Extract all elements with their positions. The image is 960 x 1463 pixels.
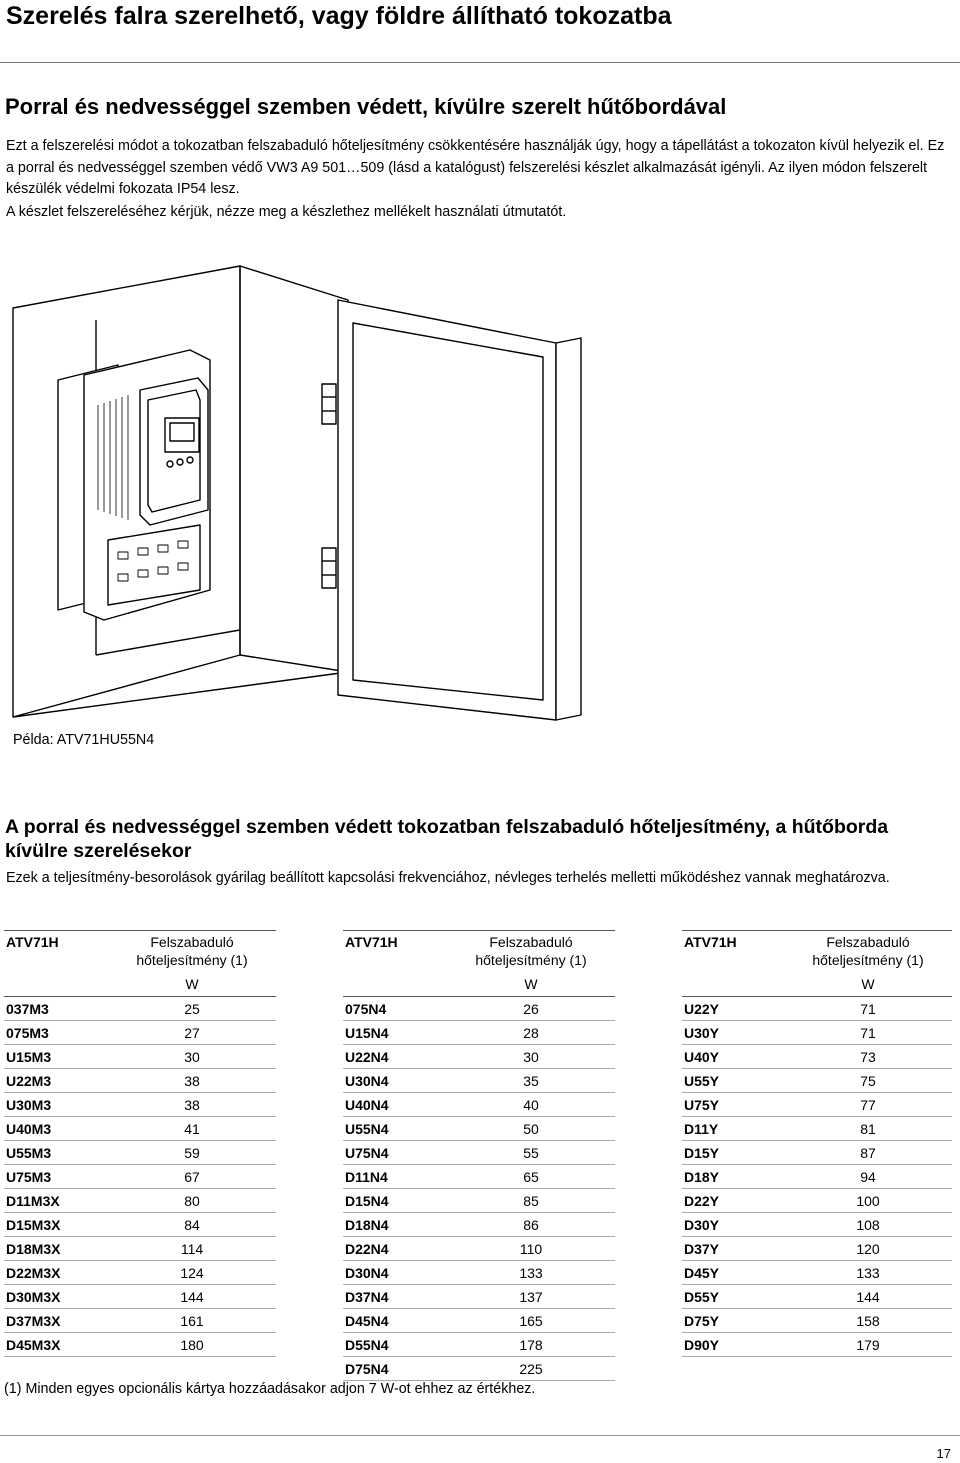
power-table-n4	[343, 930, 615, 1381]
heat-header-line2: hőteljesítmény (1)	[812, 952, 924, 968]
table-row	[343, 1165, 615, 1189]
model-cell: D37N4	[343, 1285, 447, 1309]
table-row	[682, 1165, 952, 1189]
model-cell: U75N4	[343, 1141, 447, 1165]
table-row	[343, 1141, 615, 1165]
table-row	[682, 1117, 952, 1141]
heat-value-cell: 75	[784, 1069, 952, 1093]
table-row	[682, 1189, 952, 1213]
table-unit-row	[682, 971, 952, 997]
heat-value-cell: 65	[447, 1165, 615, 1189]
model-cell: U22N4	[343, 1045, 447, 1069]
heat-value-cell: 28	[447, 1021, 615, 1045]
model-cell: D90Y	[682, 1333, 784, 1357]
footer-rule	[0, 1435, 960, 1436]
heat-value-cell: 178	[447, 1333, 615, 1357]
model-cell: D22M3X	[4, 1261, 108, 1285]
model-column-header: ATV71H	[343, 931, 447, 972]
table-row	[343, 1285, 615, 1309]
heat-value-cell: 71	[784, 997, 952, 1021]
table-row	[343, 997, 615, 1021]
heat-value-cell: 55	[447, 1141, 615, 1165]
heat-value-cell: 124	[108, 1261, 276, 1285]
intro-paragraph: Ezt a felszerelési módot a tokozatban felszabaduló hőteljesítmény csökkentésére használják úgy, hogy a tápellátást a tokozaton kívül helyezik el. Ez a porral és nedvességgel szemben védő VW3 A9 501…509 (lásd a katalógust) felszerelési készlet alkalmazását igényli. Az ilyen módon felszerelt készülék védelmi fokozata IP54 lesz.	[6, 138, 945, 197]
model-cell: D75N4	[343, 1357, 447, 1381]
table-row	[343, 1093, 615, 1117]
heat-value-cell: 144	[784, 1285, 952, 1309]
header-rule	[0, 62, 960, 63]
table-row	[4, 1309, 276, 1333]
model-cell: D55N4	[343, 1333, 447, 1357]
power-table-y	[682, 930, 952, 1357]
heat-value-cell: 84	[108, 1213, 276, 1237]
table-row	[343, 1021, 615, 1045]
table-row	[4, 1021, 276, 1045]
model-cell: D30Y	[682, 1213, 784, 1237]
model-cell: D45M3X	[4, 1333, 108, 1357]
table-row	[343, 1309, 615, 1333]
model-cell: U40Y	[682, 1045, 784, 1069]
heat-column-header	[447, 931, 615, 972]
model-cell: U30M3	[4, 1093, 108, 1117]
table-row	[343, 1189, 615, 1213]
heat-value-cell: 120	[784, 1237, 952, 1261]
heat-value-cell: 108	[784, 1213, 952, 1237]
table-row	[343, 1261, 615, 1285]
instruction-paragraph: A készlet felszereléséhez kérjük, nézze meg a készlethez mellékelt használati útmutatót.	[6, 204, 567, 220]
figure-caption: Példa: ATV71HU55N4	[13, 732, 155, 748]
model-cell: D22Y	[682, 1189, 784, 1213]
table-section-title: A porral és nedvességgel szemben védett tokozatban felszabaduló hőteljesítmény, a hűtőborda kívülre szerelésekor	[5, 816, 889, 862]
table-row	[682, 1213, 952, 1237]
model-cell: U15N4	[343, 1021, 447, 1045]
heat-value-cell: 59	[108, 1141, 276, 1165]
unit-cell: W	[447, 971, 615, 997]
model-cell: D11Y	[682, 1117, 784, 1141]
model-cell: D11N4	[343, 1165, 447, 1189]
power-table-m3	[4, 930, 276, 1357]
heat-value-cell: 67	[108, 1165, 276, 1189]
heat-value-cell: 180	[108, 1333, 276, 1357]
heat-value-cell: 87	[784, 1141, 952, 1165]
heat-value-cell: 25	[108, 997, 276, 1021]
heat-column-header	[784, 931, 952, 972]
model-cell: U55N4	[343, 1117, 447, 1141]
table-row	[682, 1237, 952, 1261]
heat-value-cell: 94	[784, 1165, 952, 1189]
heat-value-cell: 40	[447, 1093, 615, 1117]
heat-value-cell: 38	[108, 1069, 276, 1093]
table-header-row	[682, 931, 952, 972]
model-cell: D30N4	[343, 1261, 447, 1285]
heat-value-cell: 50	[447, 1117, 615, 1141]
heat-value-cell: 179	[784, 1333, 952, 1357]
model-cell: U55M3	[4, 1141, 108, 1165]
table-row	[4, 1045, 276, 1069]
table-row	[4, 1333, 276, 1357]
model-cell: D75Y	[682, 1309, 784, 1333]
model-cell: D30M3X	[4, 1285, 108, 1309]
heat-value-cell: 26	[447, 997, 615, 1021]
enclosure-illustration	[0, 262, 960, 722]
model-cell: D15Y	[682, 1141, 784, 1165]
model-cell: D22N4	[343, 1237, 447, 1261]
table-row	[4, 997, 276, 1021]
model-cell: U40M3	[4, 1117, 108, 1141]
model-cell: 075M3	[4, 1021, 108, 1045]
heat-value-cell: 30	[447, 1045, 615, 1069]
table-header-row	[4, 931, 276, 972]
model-cell: D45Y	[682, 1261, 784, 1285]
model-cell: D18Y	[682, 1165, 784, 1189]
table-row	[682, 1141, 952, 1165]
table-row	[343, 1069, 615, 1093]
model-cell: U40N4	[343, 1093, 447, 1117]
model-cell: D18N4	[343, 1213, 447, 1237]
model-cell: U22M3	[4, 1069, 108, 1093]
heat-value-cell: 80	[108, 1189, 276, 1213]
heat-value-cell: 38	[108, 1093, 276, 1117]
heat-value-cell: 110	[447, 1237, 615, 1261]
page-title: Szerelés falra szerelhető, vagy földre állítható tokozatba	[6, 2, 672, 30]
model-cell: U15M3	[4, 1045, 108, 1069]
model-cell: U55Y	[682, 1069, 784, 1093]
model-cell: 075N4	[343, 997, 447, 1021]
table-row	[682, 1309, 952, 1333]
unit-spacer	[682, 971, 784, 997]
table-row	[4, 1093, 276, 1117]
model-cell: D15N4	[343, 1189, 447, 1213]
table-row	[343, 1213, 615, 1237]
heat-value-cell: 85	[447, 1189, 615, 1213]
table-row	[343, 1117, 615, 1141]
table-row	[682, 1069, 952, 1093]
model-cell: U75Y	[682, 1093, 784, 1117]
table-row	[682, 1021, 952, 1045]
footnote: (1) Minden egyes opcionális kártya hozzáadásakor adjon 7 W-ot ehhez az értékhez.	[4, 1381, 536, 1397]
table-unit-row	[4, 971, 276, 997]
heat-value-cell: 133	[447, 1261, 615, 1285]
page-number: 17	[936, 1446, 951, 1461]
model-cell: D45N4	[343, 1309, 447, 1333]
unit-cell: W	[784, 971, 952, 997]
model-cell: 037M3	[4, 997, 108, 1021]
heat-value-cell: 73	[784, 1045, 952, 1069]
heat-value-cell: 30	[108, 1045, 276, 1069]
table-row	[4, 1213, 276, 1237]
table-row	[4, 1117, 276, 1141]
table-row	[4, 1237, 276, 1261]
model-cell: D15M3X	[4, 1213, 108, 1237]
heat-value-cell: 100	[784, 1189, 952, 1213]
heat-value-cell: 161	[108, 1309, 276, 1333]
model-cell: D37M3X	[4, 1309, 108, 1333]
heat-header-line1: Felszabaduló	[150, 934, 234, 950]
heat-value-cell: 35	[447, 1069, 615, 1093]
heat-header-line2: hőteljesítmény (1)	[475, 952, 587, 968]
table-row	[682, 997, 952, 1021]
table-row	[682, 1045, 952, 1069]
table-row	[4, 1261, 276, 1285]
heat-value-cell: 114	[108, 1237, 276, 1261]
table-section-paragraph: Ezek a teljesítmény-besorolások gyárilag beállított kapcsolási frekvenciához, névleges terhelés melletti működéshez vannak meghatározva.	[6, 870, 890, 886]
table-row	[4, 1069, 276, 1093]
unit-cell: W	[108, 971, 276, 997]
heat-value-cell: 133	[784, 1261, 952, 1285]
table-row	[4, 1189, 276, 1213]
model-cell: U75M3	[4, 1165, 108, 1189]
heat-value-cell: 86	[447, 1213, 615, 1237]
heat-column-header	[108, 931, 276, 972]
table-row	[4, 1165, 276, 1189]
table-row	[343, 1357, 615, 1381]
table-row	[4, 1285, 276, 1309]
heat-value-cell: 225	[447, 1357, 615, 1381]
heat-value-cell: 165	[447, 1309, 615, 1333]
model-cell: D37Y	[682, 1237, 784, 1261]
model-cell: D55Y	[682, 1285, 784, 1309]
heat-header-line2: hőteljesítmény (1)	[136, 952, 248, 968]
table-row	[343, 1237, 615, 1261]
table-row	[682, 1285, 952, 1309]
table-unit-row	[343, 971, 615, 997]
heat-value-cell: 137	[447, 1285, 615, 1309]
heat-value-cell: 77	[784, 1093, 952, 1117]
table-row	[343, 1333, 615, 1357]
model-cell: U22Y	[682, 997, 784, 1021]
table-header-row	[343, 931, 615, 972]
table-row	[682, 1093, 952, 1117]
heat-value-cell: 41	[108, 1117, 276, 1141]
heat-value-cell: 158	[784, 1309, 952, 1333]
heat-value-cell: 71	[784, 1021, 952, 1045]
table-row	[682, 1333, 952, 1357]
heat-header-line1: Felszabaduló	[489, 934, 573, 950]
heat-value-cell: 81	[784, 1117, 952, 1141]
unit-spacer	[4, 971, 108, 997]
model-column-header: ATV71H	[682, 931, 784, 972]
section-title: Porral és nedvességgel szemben védett, kívülre szerelt hűtőbordával	[5, 94, 727, 119]
heat-value-cell: 144	[108, 1285, 276, 1309]
heat-value-cell: 27	[108, 1021, 276, 1045]
model-cell: U30N4	[343, 1069, 447, 1093]
model-cell: U30Y	[682, 1021, 784, 1045]
heat-header-line1: Felszabaduló	[826, 934, 910, 950]
table-row	[682, 1261, 952, 1285]
table-row	[343, 1045, 615, 1069]
model-column-header: ATV71H	[4, 931, 108, 972]
model-cell: D11M3X	[4, 1189, 108, 1213]
model-cell: D18M3X	[4, 1237, 108, 1261]
table-row	[4, 1141, 276, 1165]
unit-spacer	[343, 971, 447, 997]
